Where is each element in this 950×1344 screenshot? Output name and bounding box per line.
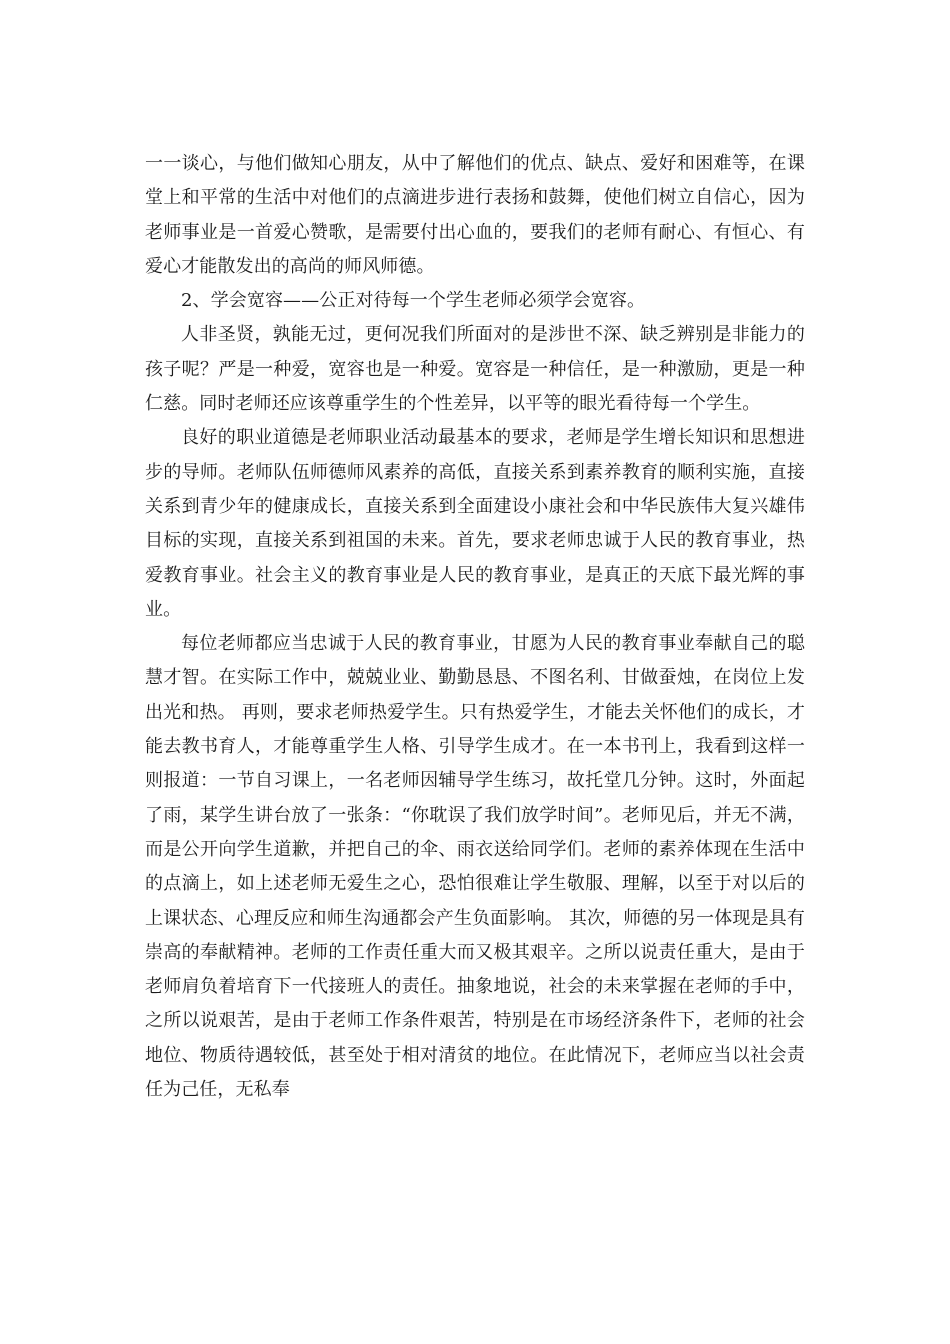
paragraph-dedication: 每位老师都应当忠诚于人民的教育事业，甘愿为人民的教育事业奉献自己的聪慧才智。在实际工作中，兢兢业业、勤勤恳恳、不图名利、甘做蚕烛，在岗位上发出光和热。 再则，要求老师热爱学生。只有热爱学生，才能去关怀他们的成长，才能去教书育人，才能尊重学生人格、引导学生成才。在一本书刊上，我看到这样一则报道：一节自习课上，一名老师因辅导学生练习，故托堂几分钟。这时，外面起了雨，某学生讲台放了一张条：“你耽误了我们放学时间”。老师见后，并无不满，而是公开向学生道歉，并把自己的伞、雨衣送给同学们。老师的素养体现在生活中的点滴上，如上述老师无爱生之心，恐怕很难让学生敬服、理解，以至于对以后的上课状态、心理反应和师生沟通都会产生负面影响。 其次，师德的另一体现是具有崇高的奉献精神。老师的工作责任重大而又极其艰辛。之所以说责任重大，是由于老师肩负着培育下一代接班人的责任。抽象地说，社会的未来掌握在老师的手中，之所以说艰苦，是由于老师工作条件艰苦，特别是在市场经济条件下，老师的社会地位、物质待遇较低，甚至处于相对清贫的地位。在此情况下，老师应当以社会责任为己任，无私奉 <box>145 633 805 1101</box>
paragraph-tolerance: 人非圣贤，孰能无过，更何况我们所面对的是涉世不深、缺乏辨别是非能力的孩子呢？严是一种爱，宽容也是一种爱。宽容是一种信任，是一种激励，更是一种仁慈。同时老师还应该尊重学生的个性差异，以平等的眼光看待每一个学生。 <box>145 324 805 415</box>
paragraph-continuation: 一一谈心，与他们做知心朋友，从中了解他们的优点、缺点、爱好和困难等，在课堂上和平常的生活中对他们的点滴进步进行表扬和鼓舞，使他们树立自信心，因为老师事业是一首爱心赞歌，是需要付出心血的，要我们的老师有耐心、有恒心、有爱心才能散发出的高尚的师风师德。 <box>145 153 805 277</box>
paragraph-professional-ethics: 良好的职业道德是老师职业活动最基本的要求，老师是学生增长知识和思想进步的导师。老师队伍师德师风素养的高低，直接关系到素养教育的顺利实施，直接关系到青少年的健康成长，直接关系到全面建设小康社会和中华民族伟大复兴雄伟目标的实现，直接关系到祖国的未来。首先，要求老师忠诚于人民的教育事业，热爱教育事业。社会主义的教育事业是人民的教育事业，是真正的天底下最光辉的事业。 <box>145 427 805 620</box>
document-body <box>145 147 805 1107</box>
section-heading-tolerance: 2、学会宽容——公正对待每一个学生老师必须学会宽容。 <box>181 290 646 312</box>
